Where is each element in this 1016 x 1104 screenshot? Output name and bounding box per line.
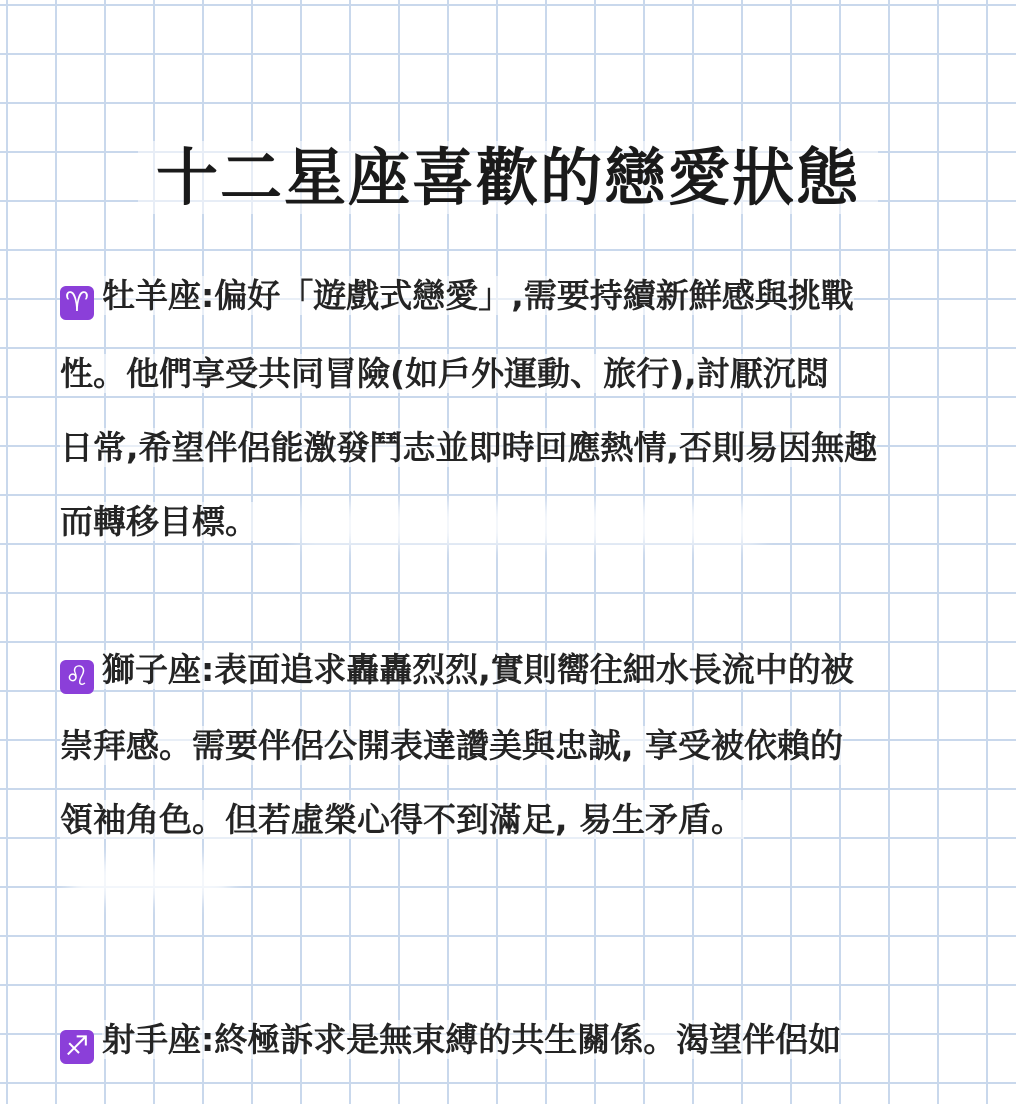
entry-line xyxy=(60,1018,841,1064)
entry-text: 崇拜感。需要伴侶公開表達讚美與忠誠, 享受被依賴的 xyxy=(60,726,844,765)
entry-line xyxy=(60,648,854,694)
entry-text: 射手座:終極訴求是無束縛的共生關係。渴望伴侶如 xyxy=(102,1020,842,1059)
entry-text: 性。他們享受共同冒險(如戶外運動、旅行),討厭沉悶 xyxy=(60,354,829,393)
entry-line xyxy=(60,798,744,842)
background-haze xyxy=(70,860,230,900)
leo-icon: ♌ xyxy=(60,660,94,694)
entry-line xyxy=(60,724,843,768)
entry-text: 牡羊座:偏好「遊戲式戀愛」,需要持續新鮮感與挑戰 xyxy=(102,276,854,315)
sagittarius-icon: ♐ xyxy=(60,1030,94,1064)
entry-text: 而轉移目標。 xyxy=(60,502,258,541)
page-title xyxy=(0,138,1016,218)
background-haze xyxy=(300,505,760,545)
entry-line xyxy=(60,274,854,320)
aries-icon: ♈ xyxy=(60,286,94,320)
entry-text: 獅子座:表面追求轟轟烈烈,實則嚮往細水長流中的被 xyxy=(102,650,854,689)
entry-line xyxy=(60,426,877,470)
entry-line xyxy=(60,352,829,396)
page-title-text: 十二星座喜歡的戀愛狀態 xyxy=(138,141,878,214)
entry-text: 日常,希望伴侶能激發鬥志並即時回應熱情,否則易因無趣 xyxy=(60,428,878,467)
entry-text: 領袖角色。但若虛榮心得不到滿足, 易生矛盾。 xyxy=(60,800,745,839)
entry-line xyxy=(60,500,258,544)
